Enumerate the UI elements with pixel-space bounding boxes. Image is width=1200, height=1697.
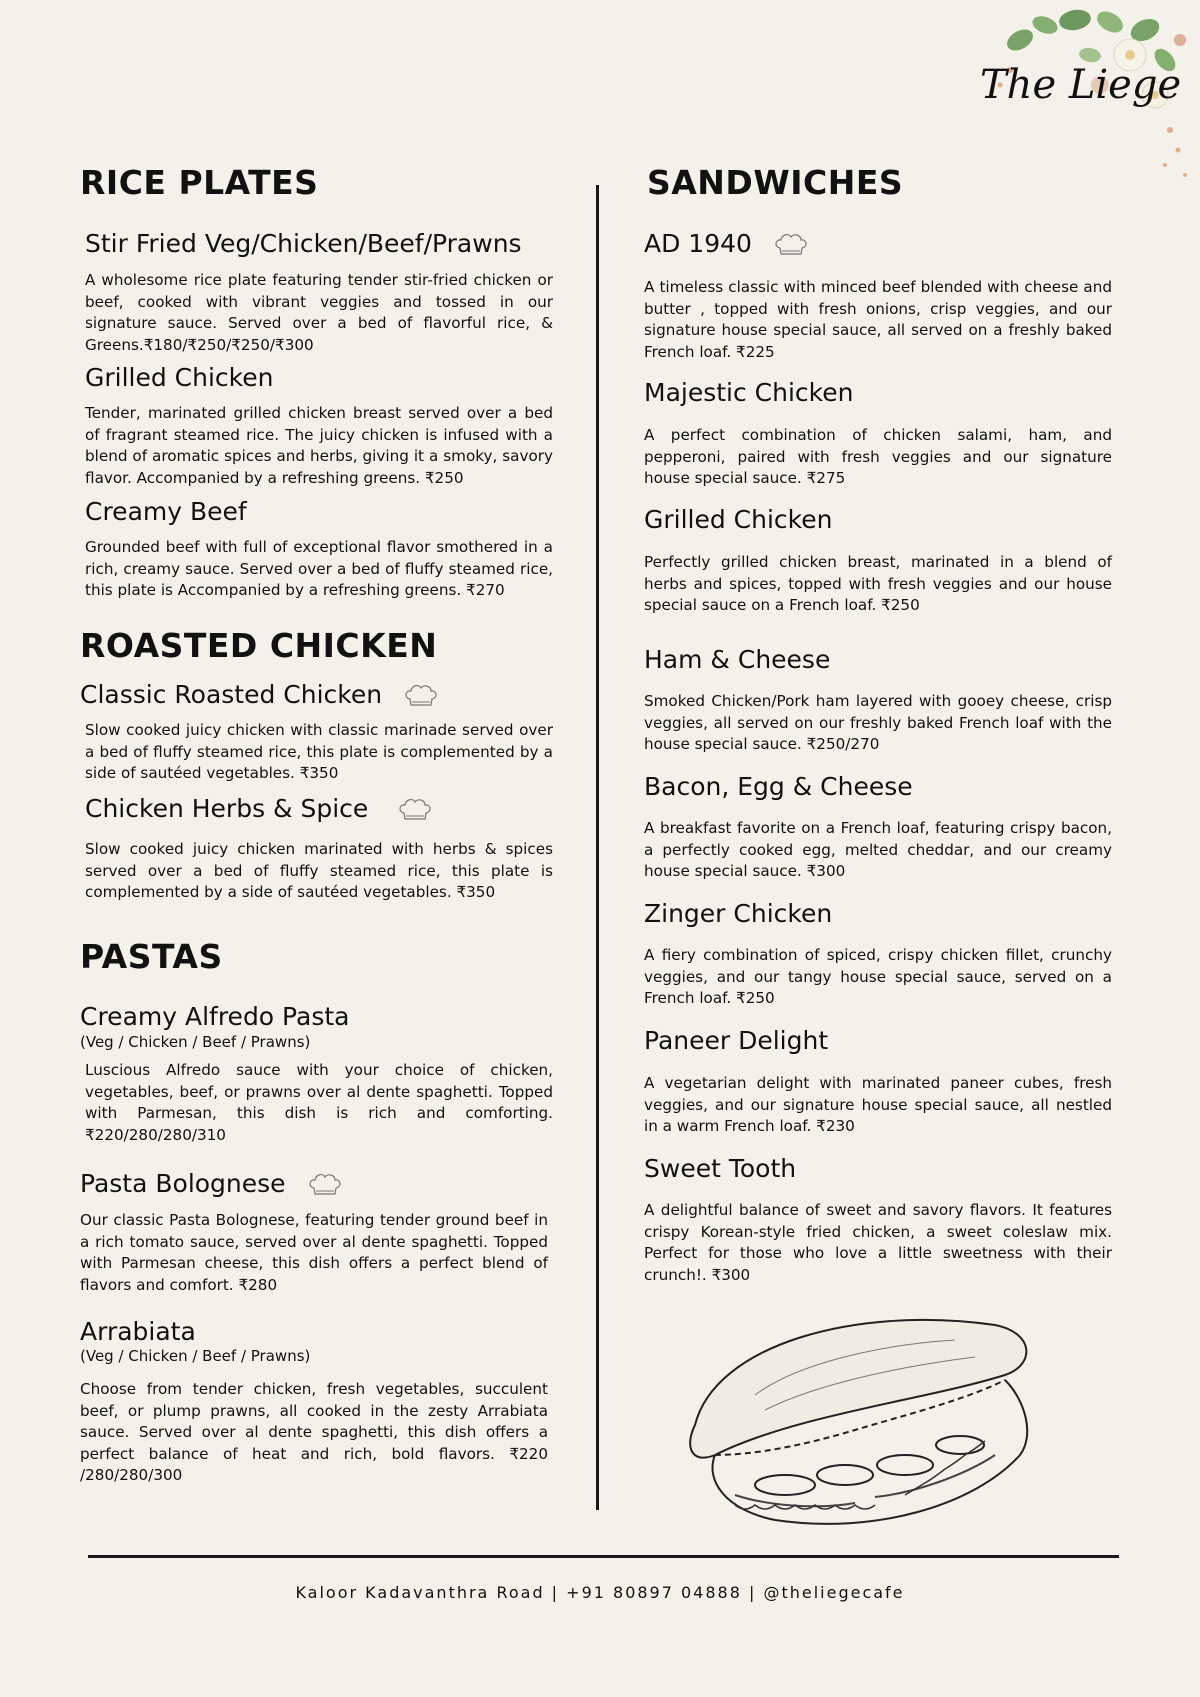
item-title: Stir Fried Veg/Chicken/Beef/Prawns: [85, 229, 522, 258]
item-description: Our classic Pasta Bolognese, featuring tender ground beef in a rich tomato sauce, served over al dente spaghetti. Topped with Parmesan cheese, this dish offers a perfect blend of flavors and comfort. ₹280: [80, 1211, 548, 1294]
chef-hat-icon: [308, 1173, 342, 1197]
item-description: Luscious Alfredo sauce with your choice of chicken, vegetables, beef, or prawns over al dente spaghetti. Topped with Parmesan, this dish is rich and comforting. ₹220/280/280/310: [85, 1061, 553, 1144]
item-title-row: [85, 794, 432, 823]
item-description: A wholesome rice plate featuring tender stir-fried chicken or beef, cooked with vibrant veggies and tossed in our signature sauce. Served over a bed of flavorful rice, & Greens.₹180/₹250/₹250/₹300: [85, 271, 553, 354]
item-description: A perfect combination of chicken salami, ham, and pepperoni, paired with fresh veggies and our signature house special sauce. ₹275: [644, 426, 1112, 487]
item-description: A breakfast favorite on a French loaf, featuring crispy bacon, a perfectly cooked egg, melted cheddar, and our creamy house special sauce. ₹300: [644, 819, 1112, 880]
item-title: Creamy Alfredo Pasta: [80, 1002, 350, 1031]
item-title: Grilled Chicken: [85, 363, 274, 392]
item-title: AD 1940: [644, 229, 752, 258]
column-divider: [596, 185, 599, 1510]
item-description: A fiery combination of spiced, crispy chicken fillet, crunchy veggies, and our tangy house special sauce, served on a French loaf. ₹250: [644, 946, 1112, 1007]
item-subtitle: (Veg / Chicken / Beef / Prawns): [80, 1347, 311, 1365]
sandwich-illustration: [675, 1305, 1050, 1545]
section-title-pastas: PASTAS: [80, 937, 223, 976]
brand-logo: The Liege: [980, 62, 1182, 108]
chef-hat-icon: [398, 798, 432, 822]
item-description: Grounded beef with full of exceptional flavor smothered in a rich, creamy sauce. Served over a bed of fluffy steamed rice, this plate is Accompanied by a refreshing greens. ₹270: [85, 538, 553, 599]
item-title: Pasta Bolognese: [80, 1169, 286, 1198]
item-description: Smoked Chicken/Pork ham layered with gooey cheese, crisp veggies, all served on our freshly baked French loaf with the house special sauce. ₹250/270: [644, 692, 1112, 753]
item-title: Creamy Beef: [85, 497, 247, 526]
chef-hat-icon: [774, 233, 808, 257]
item-title: Paneer Delight: [644, 1026, 829, 1055]
item-description: Slow cooked juicy chicken with classic marinade served over a bed of fluffy steamed rice, this plate is complemented by a side of sautéed vegetables. ₹350: [85, 721, 553, 782]
item-title: Zinger Chicken: [644, 899, 833, 928]
item-title-row: [80, 680, 438, 709]
item-description: Choose from tender chicken, fresh vegetables, succulent beef, or plump prawns, all cooked in the zesty Arrabiata sauce. Served over al dente spaghetti, this dish offers a perfect balance of heat and rich, bold flavors. ₹220 /280/280/300: [80, 1380, 548, 1484]
footer-divider: [88, 1555, 1119, 1558]
section-title-sandwiches: SANDWICHES: [647, 163, 904, 202]
item-title: Sweet Tooth: [644, 1154, 797, 1183]
item-title: Ham & Cheese: [644, 645, 831, 674]
item-description: A vegetarian delight with marinated paneer cubes, fresh veggies, and our signature house special sauce, all nestled in a warm French loaf. ₹230: [644, 1074, 1112, 1135]
item-title-row: [80, 1169, 342, 1198]
item-description: Perfectly grilled chicken breast, marinated in a blend of herbs and spices, topped with fresh veggies and our house special sauce on a French loaf. ₹250: [644, 553, 1112, 614]
item-description: Slow cooked juicy chicken marinated with herbs & spices served over a bed of fluffy steamed rice, this plate is complemented by a side of sautéed vegetables. ₹350: [85, 840, 553, 901]
item-title: Bacon, Egg & Cheese: [644, 772, 913, 801]
item-description: A delightful balance of sweet and savory flavors. It features crispy Korean-style fried chicken, a sweet coleslaw mix. Perfect for those who love a little sweetness with their crunch!. ₹300: [644, 1201, 1112, 1284]
item-title: Chicken Herbs & Spice: [85, 794, 369, 823]
item-title: Arrabiata: [80, 1317, 196, 1346]
item-description: A timeless classic with minced beef blended with cheese and butter , topped with fresh onions, crisp veggies, and our signature house special sauce, all served on a freshly baked French loaf. ₹225: [644, 278, 1112, 361]
chef-hat-icon: [404, 684, 438, 708]
item-title: Classic Roasted Chicken: [80, 680, 383, 709]
item-description: Tender, marinated grilled chicken breast served over a bed of fragrant steamed rice. The juicy chicken is infused with a blend of aromatic spices and herbs, giving it a smoky, savory flavor. Accompanied by a refreshing greens. ₹250: [85, 404, 553, 487]
section-title-roasted-chicken: ROASTED CHICKEN: [80, 626, 438, 665]
section-title-rice-plates: RICE PLATES: [80, 163, 319, 202]
footer-contact: Kaloor Kadavanthra Road | +91 80897 04888 | @theliegecafe: [295, 1583, 905, 1602]
item-title: Majestic Chicken: [644, 378, 854, 407]
item-title: Grilled Chicken: [644, 505, 833, 534]
item-subtitle: (Veg / Chicken / Beef / Prawns): [80, 1033, 311, 1051]
item-title-row: [644, 229, 808, 258]
